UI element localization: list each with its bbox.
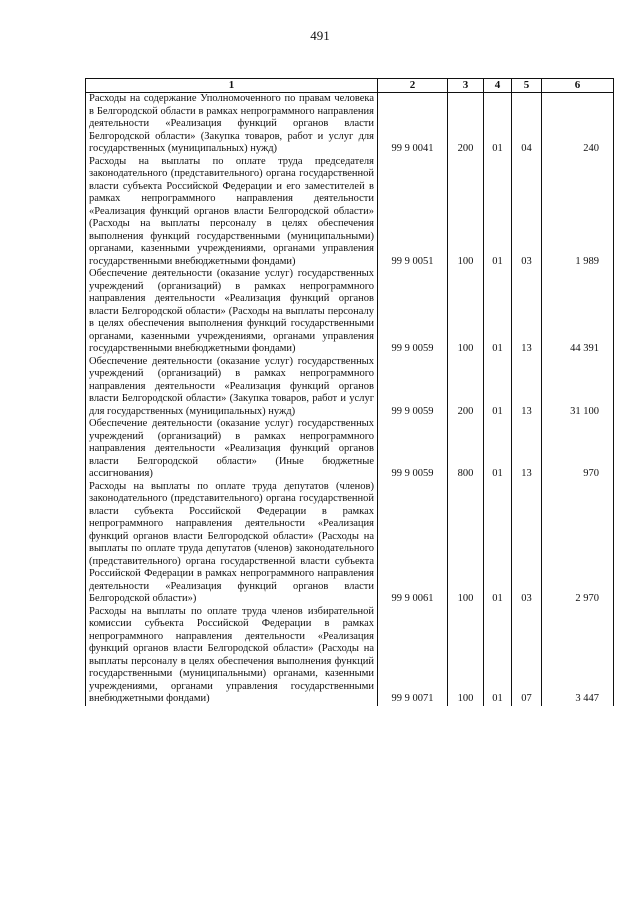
row-expense-type: 100	[448, 268, 484, 356]
row-section: 01	[484, 418, 512, 481]
row-section: 01	[484, 93, 512, 156]
row-code: 99 9 0061	[378, 481, 448, 606]
row-expense-type: 100	[448, 156, 484, 269]
row-amount: 970	[542, 418, 614, 481]
row-amount: 3 447	[542, 606, 614, 706]
row-description: Расходы на выплаты по оплате труда членов избирательной комиссии субъекта Российской Федерации в рамках непрограммного направления деятельности «Реализация функций органов власти Белгородской области» (Расходы на выплаты персоналу в целях обеспечения выполнения функций государственными (муниципальными) органами, казенными учреждениями, органами управления государственными внебюджетными фондами)	[86, 606, 378, 706]
page-number: 491	[310, 28, 330, 43]
table-row	[86, 93, 614, 156]
budget-table	[85, 78, 614, 706]
row-code: 99 9 0051	[378, 156, 448, 269]
table-row	[86, 418, 614, 481]
header-cell-1: 1	[86, 79, 378, 93]
row-description: Расходы на содержание Уполномоченного по правам человека в Белгородской области в рамках непрограммного направления деятельности «Реализация функций органов власти Белгородской области» (Закупка товаров, работ и услуг для государственных (муниципальных) нужд)	[86, 93, 378, 156]
row-subsection: 03	[512, 156, 542, 269]
row-section: 01	[484, 268, 512, 356]
row-amount: 1 989	[542, 156, 614, 269]
header-cell-4: 4	[484, 79, 512, 93]
row-expense-type: 100	[448, 481, 484, 606]
table-row	[86, 356, 614, 419]
row-description: Обеспечение деятельности (оказание услуг) государственных учреждений (организаций) в рамках непрограммного направления деятельности «Реализация функций органов власти Белгородской области» (Иные бюджетные ассигнования)	[86, 418, 378, 481]
row-subsection: 03	[512, 481, 542, 606]
row-subsection: 13	[512, 356, 542, 419]
row-description: Расходы на выплаты по оплате труда депутатов (членов) законодательного (представительного) органа государственной власти субъекта Российской Федерации в рамках непрограммного направления деятельности «Реализация функций органов власти Белгородской области» (Расходы на выплаты по оплате труда депутатов (членов) законодательного (представительного) органа государственной власти субъекта Российской Федерации в рамках непрограммного направления деятельности «Реализация функций органов власти Белгородской области»)	[86, 481, 378, 606]
header-cell-6: 6	[542, 79, 614, 93]
row-section: 01	[484, 606, 512, 706]
row-code: 99 9 0071	[378, 606, 448, 706]
row-expense-type: 200	[448, 356, 484, 419]
table-row	[86, 481, 614, 606]
row-code: 99 9 0059	[378, 356, 448, 419]
row-section: 01	[484, 481, 512, 606]
header-cell-3: 3	[448, 79, 484, 93]
header-cell-5: 5	[512, 79, 542, 93]
row-section: 01	[484, 356, 512, 419]
table-header-row	[86, 79, 614, 93]
row-expense-type: 800	[448, 418, 484, 481]
row-amount: 31 100	[542, 356, 614, 419]
row-amount: 2 970	[542, 481, 614, 606]
row-subsection: 13	[512, 268, 542, 356]
table-row	[86, 156, 614, 269]
table-row	[86, 606, 614, 706]
row-description: Обеспечение деятельности (оказание услуг) государственных учреждений (организаций) в рамках непрограммного направления деятельности «Реализация функций органов власти Белгородской области» (Расходы на выплаты персоналу в целях обеспечения выполнения функций государственными органами, казенными учреждениями, органами управления государственными внебюджетными фондами)	[86, 268, 378, 356]
row-expense-type: 200	[448, 93, 484, 156]
row-code: 99 9 0041	[378, 93, 448, 156]
row-description: Обеспечение деятельности (оказание услуг) государственных учреждений (организаций) в рамках непрограммного направления деятельности «Реализация функций органов власти Белгородской области» (Закупка товаров, работ и услуг для государственных (муниципальных) нужд)	[86, 356, 378, 419]
header-cell-2: 2	[378, 79, 448, 93]
row-subsection: 13	[512, 418, 542, 481]
table-row	[86, 268, 614, 356]
row-section: 01	[484, 156, 512, 269]
row-subsection: 07	[512, 606, 542, 706]
row-code: 99 9 0059	[378, 418, 448, 481]
row-code: 99 9 0059	[378, 268, 448, 356]
row-amount: 44 391	[542, 268, 614, 356]
row-amount: 240	[542, 93, 614, 156]
row-expense-type: 100	[448, 606, 484, 706]
row-subsection: 04	[512, 93, 542, 156]
row-description: Расходы на выплаты по оплате труда председателя законодательного (представительного) органа государственной власти субъекта Российской Федерации и его заместителей в рамках непрограммного направления деятельности «Реализация функций органов власти Белгородской области» (Расходы на выплаты персоналу в целях обеспечения выполнения функций государственными (муниципальными) органами, казенными учреждениями, органами управления государственными внебюджетными фондами)	[86, 156, 378, 269]
